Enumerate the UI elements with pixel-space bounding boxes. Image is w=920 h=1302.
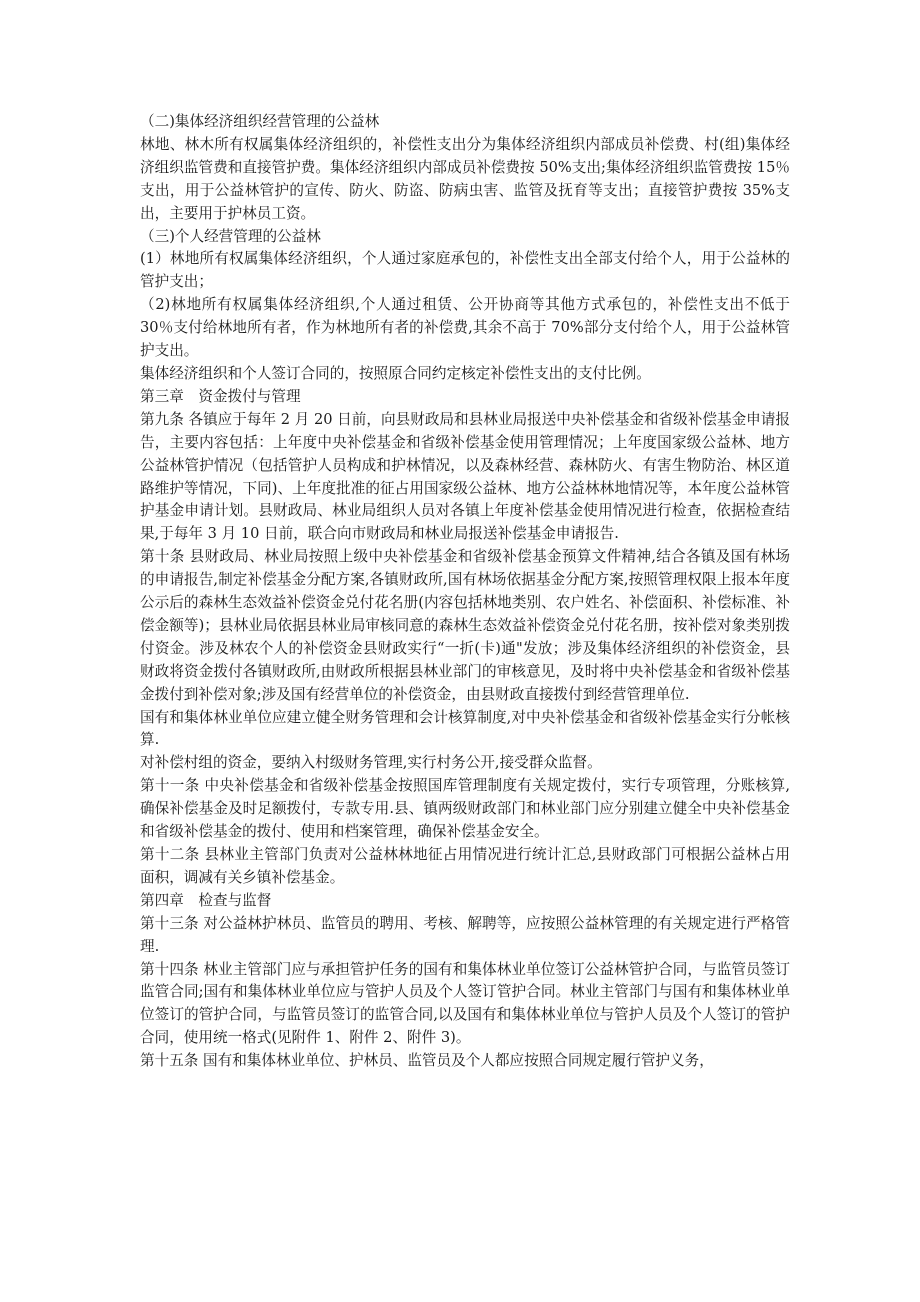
section-heading-individual: （三)个人经营管理的公益林 [140, 227, 321, 245]
article-10: 第十条 县财政局、林业局按照上级中央补偿基金和省级补偿基金预算文件精神,结合各镇及国有林场的申请报告,制定补偿基金分配方案,各镇财政所,国有林场依据基金分配方案,按照管理权限上报本年度公示后的森林生态效益补偿资金兑付花名册(内容包括林地类别、农户姓名、补偿面积、补偿标准、补偿金额等)；县林业局依据县林业局审核同意的森林生态效益补偿资金兑付花名册，按补偿对象类别拨付资金。涉及林农个人的补偿资金县财政实行“一折(卡)通"发放；涉及集体经济组织的补偿资金，县财政将资金拨付各镇财政所,由财政所根据县林业部门的审核意见，及时将中央补偿基金和省级补偿基金拨付到补偿对象;涉及国有经营单位的补偿资金，由县财政直接拨付到经营管理单位. [140, 548, 790, 703]
chapter-heading-3: 第三章 资金拨付与管理 [140, 387, 301, 405]
paragraph-village-funds: 对补偿村组的资金，要纳入村级财务管理,实行村务公开,接受群众监督。 [140, 754, 602, 772]
chapter-heading-4: 第四章 检查与监督 [140, 891, 272, 909]
paragraph-contract-ratio: 集体经济组织和个人签订合同的，按照原合同约定核定补偿性支出的支付比例。 [140, 364, 651, 382]
article-14: 第十四条 林业主管部门应与承担管护任务的国有和集体林业单位签订公益林管护合同，与监管员签订监管合同;国有和集体林业单位应与管护人员及个人签订管护合同。林业主管部门与国有和集体林业单位签订的管护合同，与监管员签订的监管合同,以及国有和集体林业单位与管护人员及个人签订的管护合同，使用统一格式(见附件 1、附件 2、附件 3)。 [140, 960, 790, 1047]
paragraph-item-1: (1）林地所有权属集体经济组织，个人通过家庭承包的，补偿性支出全部支付给个人，用于公益林的管护支出； [140, 250, 790, 291]
paragraph-collective-compensation: 林地、林木所有权属集体经济组织的，补偿性支出分为集体经济组织内部成员补偿费、村(组)集体经济组织监管费和直接管护费。集体经济组织内部成员补偿费按 50%支出;集体经济组织监管费按 15％支出，用于公益林管护的宣传、防火、防盗、防病虫害、监管及抚育等支出；直接管护费按 35%支出，主要用于护林员工资。 [140, 135, 790, 222]
article-13: 第十三条 对公益林护林员、监管员的聘用、考核、解聘等，应按照公益林管理的有关规定进行严格管理. [140, 914, 790, 955]
paragraph-item-2: （2)林地所有权属集体经济组织,个人通过租赁、公开协商等其他方式承包的，补偿性支出不低于 30％支付给林地所有者，作为林地所有者的补偿费,其余不高于 70%部分支付给个人，用于公益林管护支出。 [140, 296, 790, 360]
article-11: 第十一条 中央补偿基金和省级补偿基金按照国库管理制度有关规定拨付，实行专项管理，分账核算,确保补偿基金及时足额拨付，专款专用.县、镇两级财政部门和林业部门应分别建立健全中央补偿基金和省级补偿基金的拨付、使用和档案管理，确保补偿基金安全。 [140, 777, 790, 841]
article-15: 第十五条 国有和集体林业单位、护林员、监管员及个人都应按照合同规定履行管护义务， [140, 1052, 714, 1070]
document-body [140, 111, 790, 1073]
paragraph-accounting: 国有和集体林业单位应建立健全财务管理和会计核算制度,对中央补偿基金和省级补偿基金实行分帐核算. [140, 708, 790, 749]
section-heading-collective: （二)集体经济组织经营管理的公益林 [140, 113, 380, 130]
article-9: 第九条 各镇应于每年 2 月 20 日前，向县财政局和县林业局报送中央补偿基金和省级补偿基金申请报告，主要内容包括：上年度中央补偿基金和省级补偿基金使用管理情况；上年度国家级公益林、地方公益林管护情况（包括管护人员构成和护林情况，以及森林经营、森林防火、有害生物防治、林区道路维护等情况，下同)、上年度批准的征占用国家级公益林、地方公益林林地情况等，本年度公益林管护基金申请计划。县财政局、林业局组织人员对各镇上年度补偿基金使用情况进行检查，依据检查结果,于每年 3 月 10 日前，联合向市财政局和林业局报送补偿基金申请报告. [140, 410, 790, 543]
article-12: 第十二条 县林业主管部门负责对公益林林地征占用情况进行统计汇总,县财政部门可根据公益林占用面积，调减有关乡镇补偿基金。 [140, 846, 790, 886]
